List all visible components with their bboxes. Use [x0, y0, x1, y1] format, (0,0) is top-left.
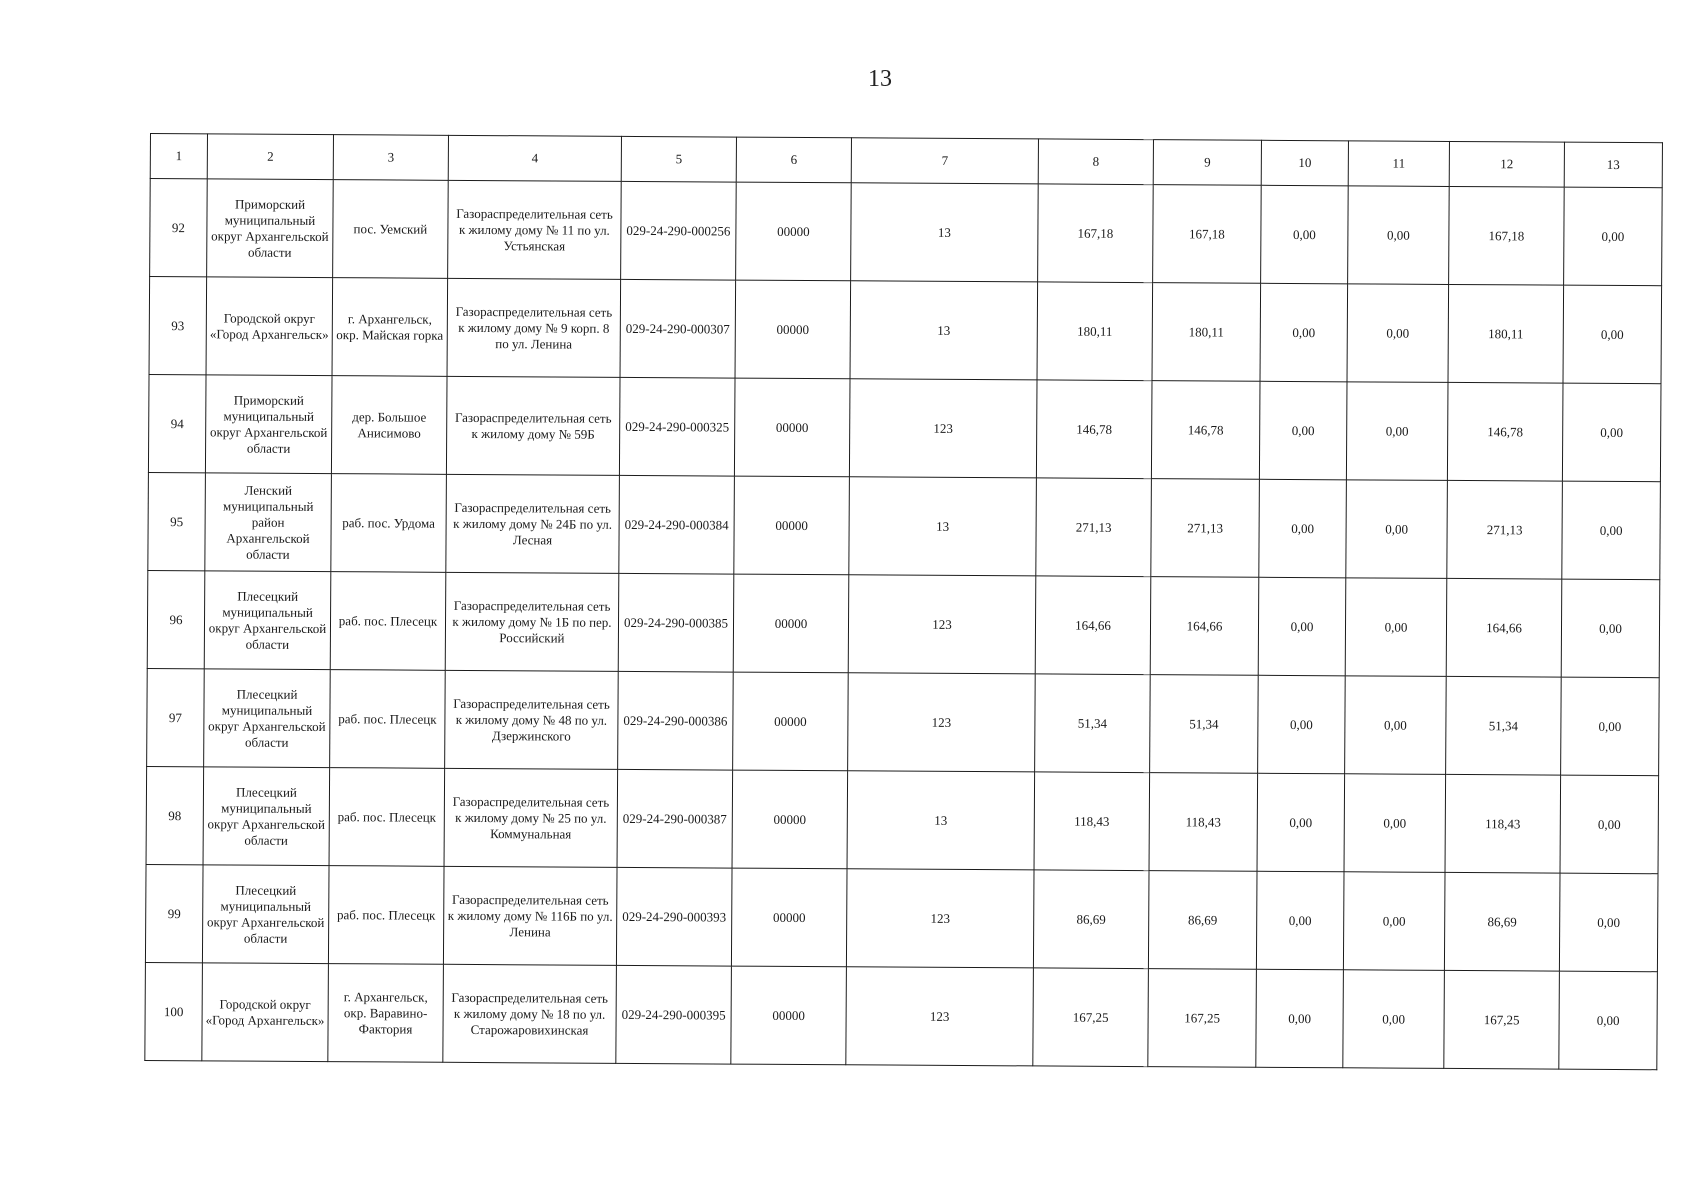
cell-registry-code: 029-24-290-000387 — [617, 769, 733, 868]
cell-code: 00000 — [732, 770, 848, 869]
cell-registry-code: 029-24-290-000384 — [619, 475, 735, 574]
cell-row-number: 100 — [145, 962, 203, 1060]
column-header-2: 2 — [207, 134, 333, 180]
cell-settlement: раб. пос. Плесецк — [329, 768, 445, 867]
cell-value-13: 0,00 — [1559, 873, 1658, 972]
cell-value-9: 164,66 — [1150, 577, 1259, 676]
cell-value-9: 271,13 — [1151, 479, 1260, 578]
cell-value-9: 146,78 — [1151, 381, 1260, 480]
cell-category: 13 — [851, 183, 1039, 282]
table-row — [147, 668, 1660, 775]
cell-value-12: 164,66 — [1446, 578, 1562, 677]
cell-category: 123 — [848, 673, 1036, 772]
cell-category: 123 — [846, 967, 1034, 1066]
cell-registry-code: 029-24-290-000386 — [618, 671, 734, 770]
cell-value-12: 180,11 — [1448, 284, 1564, 383]
column-header-1: 1 — [150, 134, 207, 179]
cell-value-10: 0,00 — [1258, 577, 1346, 676]
cell-municipality: Городской округ «Город Архангельск» — [202, 963, 329, 1062]
cell-category: 13 — [850, 281, 1038, 380]
cell-value-12: 271,13 — [1447, 480, 1563, 579]
cell-code: 00000 — [733, 574, 849, 673]
cell-value-10: 0,00 — [1257, 773, 1345, 872]
column-header-9: 9 — [1153, 140, 1261, 186]
cell-municipality: Плесецкий муниципальный округ Архангельской области — [202, 865, 329, 964]
cell-value-10: 0,00 — [1259, 479, 1347, 578]
column-header-11: 11 — [1348, 141, 1449, 187]
table-body — [145, 179, 1662, 1070]
column-header-12: 12 — [1449, 141, 1564, 187]
column-header-7: 7 — [851, 138, 1038, 184]
cell-value-13: 0,00 — [1560, 775, 1659, 874]
cell-row-number: 99 — [145, 864, 203, 962]
cell-object-name: Газораспределительная сеть к жилому дому № 116Б по ул. Ленина — [443, 866, 617, 965]
cell-category: 123 — [848, 575, 1036, 674]
cell-value-8: 118,43 — [1034, 772, 1150, 871]
cell-value-10: 0,00 — [1261, 185, 1349, 284]
cell-code: 00000 — [731, 966, 847, 1065]
cell-settlement: раб. пос. Плесецк — [330, 572, 446, 671]
cell-object-name: Газораспределительная сеть к жилому дому № 24Б по ул. Лесная — [446, 474, 620, 573]
cell-value-8: 180,11 — [1037, 282, 1153, 381]
cell-settlement: г. Архангельск, окр. Варавино-Фактория — [328, 964, 444, 1063]
cell-value-12: 167,25 — [1444, 970, 1560, 1069]
cell-municipality: Приморский муниципальный округ Архангельской области — [205, 375, 332, 474]
data-table — [144, 133, 1663, 1070]
column-header-13: 13 — [1564, 142, 1662, 188]
cell-registry-code: 029-24-290-000393 — [616, 867, 732, 966]
cell-value-8: 164,66 — [1035, 576, 1151, 675]
cell-value-9: 180,11 — [1152, 283, 1261, 382]
cell-settlement: пос. Уемский — [333, 180, 449, 279]
cell-value-11: 0,00 — [1346, 382, 1448, 481]
column-header-8: 8 — [1038, 139, 1153, 185]
table-row — [148, 374, 1661, 481]
cell-value-9: 118,43 — [1149, 773, 1258, 872]
cell-value-11: 0,00 — [1344, 774, 1446, 873]
cell-value-11: 0,00 — [1343, 970, 1445, 1069]
cell-value-13: 0,00 — [1561, 579, 1660, 678]
cell-settlement: раб. пос. Плесецк — [328, 866, 444, 965]
cell-value-11: 0,00 — [1345, 578, 1447, 677]
cell-value-11: 0,00 — [1346, 480, 1448, 579]
cell-object-name: Газораспределительная сеть к жилому дому № 1Б по пер. Российский — [445, 572, 619, 671]
cell-municipality: Плесецкий муниципальный округ Архангельской области — [203, 767, 330, 866]
cell-object-name: Газораспределительная сеть к жилому дому № 11 по ул. Устьянская — [448, 180, 622, 279]
cell-registry-code: 029-24-290-000385 — [618, 573, 734, 672]
cell-value-8: 167,25 — [1033, 968, 1149, 1067]
cell-value-13: 0,00 — [1564, 187, 1663, 286]
cell-category: 13 — [849, 477, 1037, 576]
cell-value-10: 0,00 — [1259, 381, 1347, 480]
table-row — [145, 864, 1658, 971]
cell-code: 00000 — [731, 868, 847, 967]
cell-value-11: 0,00 — [1345, 676, 1447, 775]
cell-value-11: 0,00 — [1347, 284, 1449, 383]
column-header-3: 3 — [333, 135, 448, 181]
cell-value-9: 167,25 — [1148, 969, 1257, 1068]
cell-value-12: 118,43 — [1445, 774, 1561, 873]
cell-settlement: г. Архангельск, окр. Майская горка — [332, 278, 448, 377]
cell-code: 00000 — [734, 378, 850, 477]
column-header-6: 6 — [736, 137, 851, 183]
cell-value-9: 51,34 — [1150, 675, 1259, 774]
cell-code: 00000 — [734, 476, 850, 575]
cell-registry-code: 029-24-290-000307 — [620, 279, 736, 378]
cell-municipality: Ленский муниципальный район Архангельской области — [205, 473, 332, 572]
cell-value-12: 167,18 — [1449, 186, 1565, 285]
cell-value-10: 0,00 — [1256, 969, 1344, 1068]
table-row — [149, 277, 1662, 384]
cell-value-11: 0,00 — [1343, 872, 1445, 971]
cell-row-number: 94 — [148, 374, 206, 472]
cell-value-12: 86,69 — [1444, 872, 1560, 971]
page-number: 13 — [868, 66, 892, 92]
cell-code: 00000 — [733, 672, 849, 771]
cell-value-13: 0,00 — [1561, 677, 1660, 776]
cell-value-9: 167,18 — [1153, 185, 1262, 284]
cell-settlement: раб. пос. Плесецк — [330, 670, 446, 769]
cell-value-8: 86,69 — [1033, 870, 1149, 969]
table-row — [145, 962, 1658, 1069]
cell-value-10: 0,00 — [1256, 871, 1344, 970]
column-header-4: 4 — [448, 135, 621, 181]
cell-municipality: Плесецкий муниципальный округ Архангельской области — [204, 669, 331, 768]
cell-category: 123 — [849, 379, 1037, 478]
cell-value-8: 167,18 — [1038, 184, 1154, 283]
cell-category: 123 — [846, 869, 1034, 968]
cell-value-13: 0,00 — [1562, 383, 1661, 482]
cell-value-13: 0,00 — [1559, 971, 1658, 1070]
cell-settlement: раб. пос. Урдома — [331, 474, 447, 573]
column-header-5: 5 — [621, 136, 736, 182]
cell-object-name: Газораспределительная сеть к жилому дому № 48 по ул. Дзержинского — [445, 670, 619, 769]
cell-code: 00000 — [735, 280, 851, 379]
cell-value-10: 0,00 — [1260, 283, 1348, 382]
cell-value-8: 271,13 — [1036, 478, 1152, 577]
cell-registry-code: 029-24-290-000325 — [619, 377, 735, 476]
column-header-10: 10 — [1261, 140, 1348, 186]
cell-value-9: 86,69 — [1148, 871, 1257, 970]
cell-row-number: 98 — [146, 766, 204, 864]
cell-value-10: 0,00 — [1258, 675, 1346, 774]
cell-row-number: 93 — [149, 277, 207, 375]
table-row — [146, 766, 1659, 873]
cell-object-name: Газораспределительная сеть к жилому дому № 9 корп. 8 по ул. Ленина — [447, 278, 621, 377]
cell-value-8: 51,34 — [1035, 674, 1151, 773]
table-row — [148, 472, 1661, 579]
cell-code: 00000 — [736, 182, 852, 281]
cell-object-name: Газораспределительная сеть к жилому дому № 59Б — [446, 376, 620, 475]
cell-row-number: 92 — [150, 179, 208, 277]
cell-municipality: Плесецкий муниципальный округ Архангельской области — [204, 571, 331, 670]
cell-object-name: Газораспределительная сеть к жилому дому № 18 по ул. Старожаровихинская — [443, 964, 617, 1063]
table-row — [150, 179, 1663, 286]
cell-value-13: 0,00 — [1562, 481, 1661, 580]
cell-settlement: дер. Большое Анисимово — [331, 376, 447, 475]
cell-value-13: 0,00 — [1563, 285, 1662, 384]
cell-category: 13 — [847, 771, 1035, 870]
cell-municipality: Городской округ «Город Архангельск» — [206, 277, 333, 376]
cell-object-name: Газораспределительная сеть к жилому дому № 25 по ул. Коммунальная — [444, 768, 618, 867]
cell-registry-code: 029-24-290-000256 — [621, 181, 737, 280]
cell-value-8: 146,78 — [1036, 380, 1152, 479]
cell-value-12: 146,78 — [1447, 382, 1563, 481]
cell-row-number: 95 — [148, 472, 206, 570]
cell-registry-code: 029-24-290-000395 — [616, 965, 732, 1064]
table-row — [147, 570, 1660, 677]
cell-value-12: 51,34 — [1446, 676, 1562, 775]
cell-value-11: 0,00 — [1348, 186, 1450, 285]
cell-row-number: 96 — [147, 570, 205, 668]
cell-row-number: 97 — [147, 668, 205, 766]
cell-municipality: Приморский муниципальный округ Архангельской области — [207, 179, 334, 278]
